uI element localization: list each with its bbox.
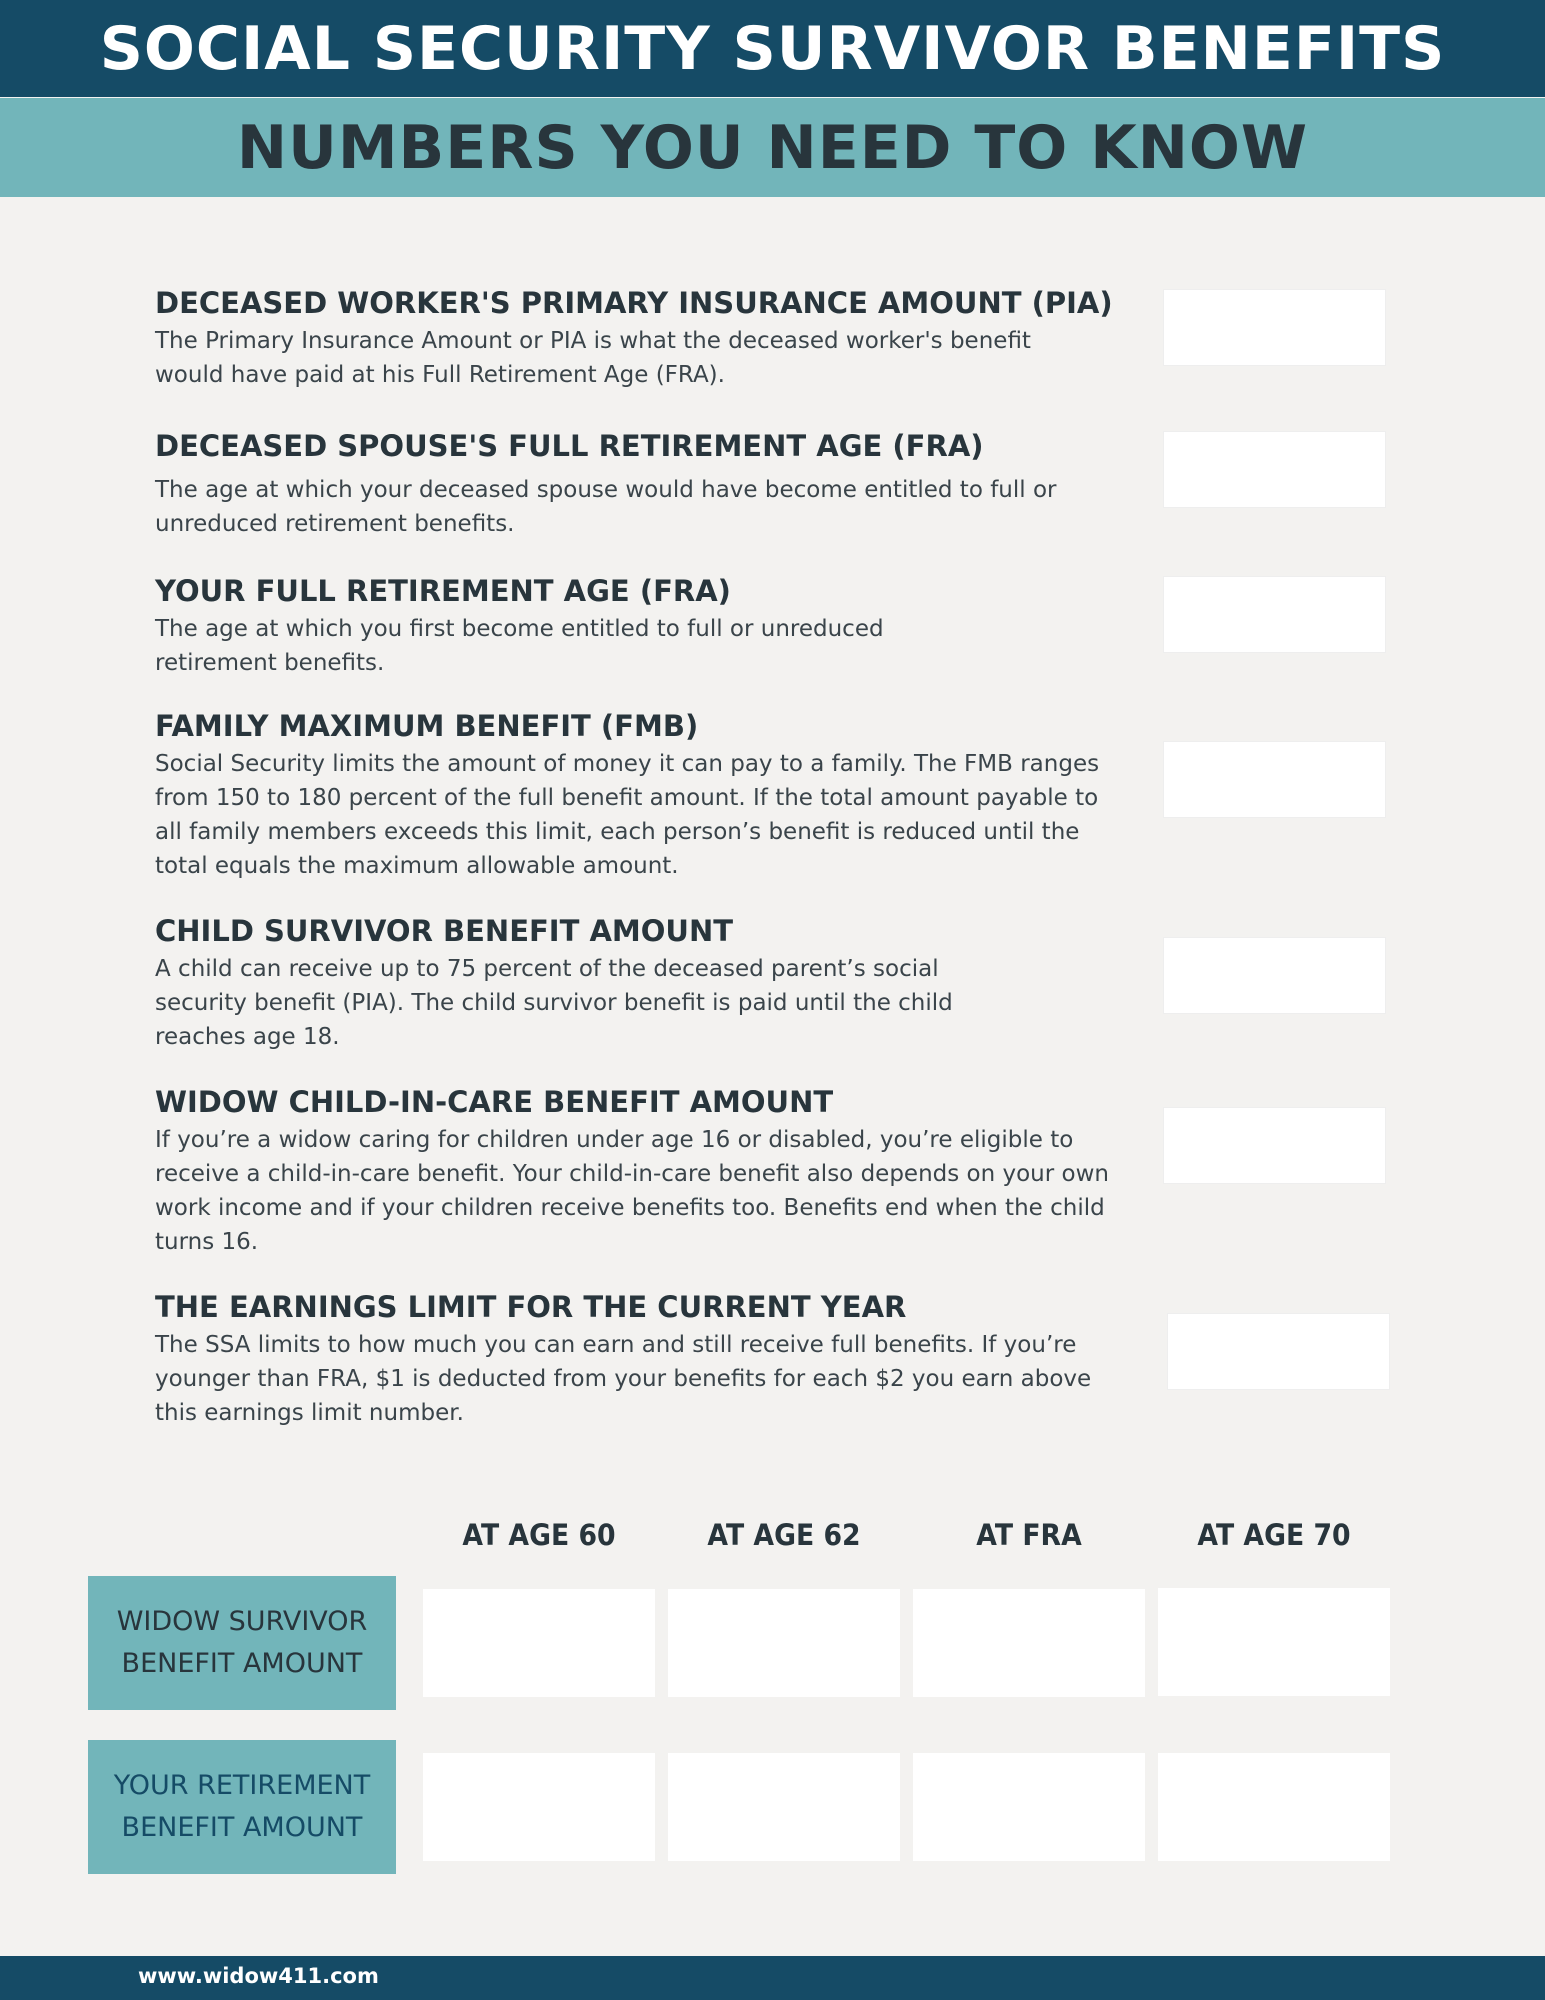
column-header-age-60: AT AGE 60 (462, 1518, 616, 1552)
section-title: THE EARNINGS LIMIT FOR THE CURRENT YEAR (155, 1290, 907, 1324)
section-description: The age at which you first become entitled to full or unreduced retirement benefits. (155, 616, 884, 676)
section-title: WIDOW CHILD-IN-CARE BENEFIT AMOUNT (155, 1085, 834, 1119)
column-header-age-70: AT AGE 70 (1197, 1518, 1351, 1552)
row-label-line: BENEFIT AMOUNT (121, 1648, 363, 1679)
column-header-fra: AT FRA (976, 1518, 1082, 1552)
header-subtitle-bar (0, 98, 1545, 197)
section-title: FAMILY MAXIMUM BENEFIT (FMB) (155, 709, 699, 743)
footer-bar (0, 1956, 1545, 2000)
section-your-fra (155, 572, 1115, 680)
section-title: YOUR FULL RETIREMENT AGE (FRA) (155, 574, 731, 608)
row-label-widow-survivor-benefit (88, 1576, 396, 1710)
widow-survivor-age-62-cell[interactable] (668, 1589, 900, 1697)
section-pia (155, 284, 1115, 392)
your-retirement-fra-cell[interactable] (913, 1753, 1145, 1861)
your-retirement-age-60-cell[interactable] (423, 1753, 655, 1861)
section-deceased-spouse-fra (155, 427, 1115, 541)
family-max-benefit-input-box[interactable] (1163, 741, 1386, 818)
section-description: The Primary Insurance Amount or PIA is what the deceased worker's benefit would have paid at his Full Retirement Age (FRA). (155, 328, 1031, 388)
row-label-line: YOUR RETIREMENT (113, 1770, 371, 1801)
page-subtitle: NUMBERS YOU NEED TO KNOW (236, 112, 1309, 183)
section-child-survivor-benefit (155, 912, 1115, 1054)
earnings-limit-input-box[interactable] (1167, 1313, 1390, 1390)
section-family-max-benefit (155, 707, 1115, 883)
section-widow-child-in-care (155, 1083, 1115, 1259)
widow-survivor-age-70-cell[interactable] (1158, 1588, 1390, 1696)
section-title: DECEASED SPOUSE'S FULL RETIREMENT AGE (FRA) (155, 429, 984, 463)
widow-survivor-age-60-cell[interactable] (423, 1589, 655, 1697)
row-label-your-retirement-benefit (88, 1740, 396, 1874)
section-title: DECEASED WORKER'S PRIMARY INSURANCE AMOUNT (PIA) (155, 286, 1113, 320)
footer-website-link[interactable]: www.widow411.com (138, 1964, 379, 1988)
header-title-bar (0, 0, 1545, 97)
widow-child-in-care-input-box[interactable] (1163, 1107, 1386, 1184)
section-description: The age at which your deceased spouse would have become entitled to full or unreduced retirement benefits. (155, 477, 1057, 537)
your-fra-input-box[interactable] (1163, 576, 1386, 653)
pia-input-box[interactable] (1163, 289, 1386, 366)
section-description: A child can receive up to 75 percent of the deceased parent’s social security benefit (PIA). The child survivor benefit is paid until the child reaches age 18. (155, 956, 953, 1050)
column-header-age-62: AT AGE 62 (707, 1518, 861, 1552)
widow-survivor-fra-cell[interactable] (913, 1589, 1145, 1697)
your-retirement-age-70-cell[interactable] (1158, 1753, 1390, 1861)
section-description: The SSA limits to how much you can earn and still receive full benefits. If you’re younger than FRA, $1 is deducted from your benefits for each $2 you earn above this earnings limit number. (155, 1332, 1092, 1426)
row-label-line: BENEFIT AMOUNT (121, 1812, 363, 1843)
section-description: If you’re a widow caring for children under age 16 or disabled, you’re eligible to receive a child-in-care benefit. Your child-in-care benefit also depends on your own work income and if your children receive benefits too. Benefits end when the child turns 16. (155, 1127, 1109, 1255)
section-description: Social Security limits the amount of money it can pay to a family. The FMB ranges from 150 to 180 percent of the full benefit amount. If the total amount payable to all family members exceeds this limit, each person’s benefit is reduced until the total equals the maximum allowable amount. (155, 751, 1100, 879)
section-earnings-limit (155, 1288, 1115, 1430)
row-label-line: WIDOW SURVIVOR (116, 1606, 368, 1637)
section-title: CHILD SURVIVOR BENEFIT AMOUNT (155, 914, 734, 948)
deceased-spouse-fra-input-box[interactable] (1163, 431, 1386, 508)
your-retirement-age-62-cell[interactable] (668, 1753, 900, 1861)
page-title: SOCIAL SECURITY SURVIVOR BENEFITS (99, 13, 1446, 84)
child-survivor-benefit-input-box[interactable] (1163, 937, 1386, 1014)
